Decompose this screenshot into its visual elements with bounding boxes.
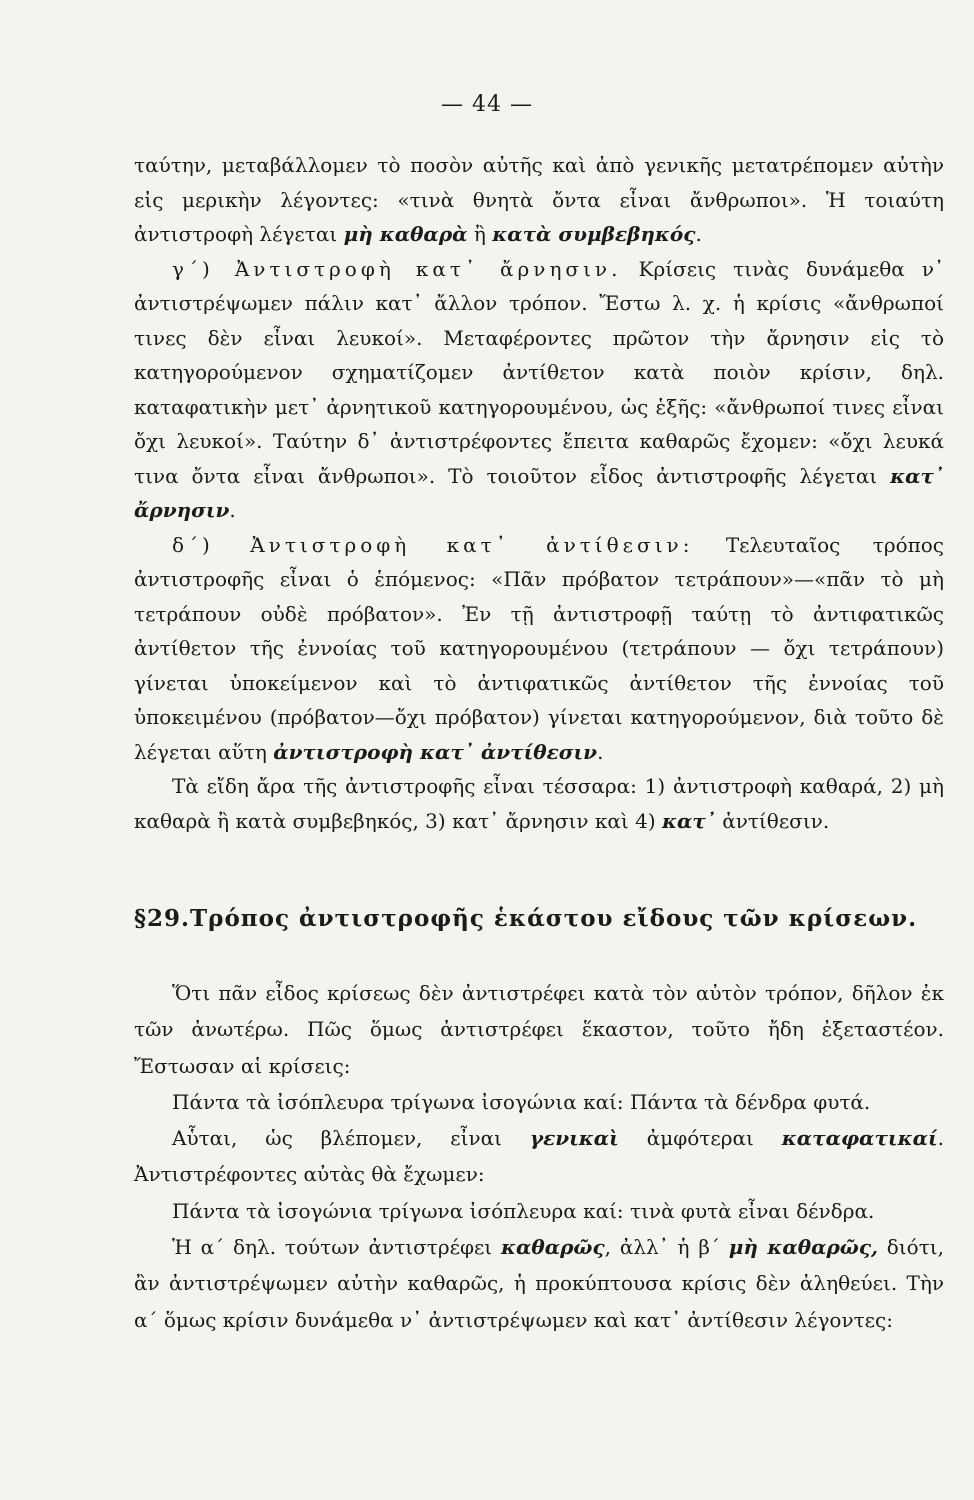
term-impure: μὴ καθαρὰ bbox=[343, 222, 468, 246]
text-span: ταύτην, μεταβάλλομεν τὸ ποσὸν αὐτῆς καὶ ἀπὸ γενικῆς μετατρέπομεν αὐτὴν εἰς μερικὴν λέγοντες: «τινὰ θνητὰ ὄντα εἶναι ἄνθρωποι». Ἡ τοιαύτη ἀντιστροφὴ λέγεται bbox=[134, 153, 944, 246]
text-span: Κρίσεις τινὰς δυνάμεθα ν᾽ ἀντιστρέψωμεν πάλιν κατ᾽ ἄλλον τρόπον. Ἔστω λ. χ. ἡ κρίσις «ἄνθρωποί τινες δὲν εἶναι λευκοί». Μεταφέροντες πρῶτον τὴν ἄρνησιν εἰς τὸ κατηγορούμενον σχηματίζομεν ἀντίθετον κατὰ ποιὸν κρίσιν, δηλ. καταφατικὴν μετ᾽ ἀρνητικοῦ κατηγορουμένου, ὡς ἑξῆς: «ἄνθρωποί τινες εἶναι ὄχι λευκοί». Ταύτην δ᾽ ἀντιστρέφοντες ἔπειτα καθαρῶς ἔχομεν: «ὄχι λευκά τινα ὄντα εἶναι ἄνθρωποι». Τὸ τοιοῦτον εἶδος ἀντιστροφῆς λέγεται bbox=[134, 256, 945, 488]
text-span: . bbox=[597, 739, 604, 764]
section-title: Τρόπος ἀντιστροφῆς ἑκάστου εἴδους τῶν κρίσεων. bbox=[190, 905, 918, 932]
text-span: . bbox=[695, 222, 702, 246]
text-span: , ἀλλ᾽ ἡ β΄ bbox=[604, 1235, 729, 1260]
term-not-purely: μὴ καθαρῶς, bbox=[728, 1235, 878, 1260]
term-contraposition: ἀντιστροφὴ κατ᾽ ἀντίθεσιν bbox=[273, 739, 598, 764]
text-span: . bbox=[229, 498, 236, 522]
term-by-negation: κατ᾽ ἄρνησιν bbox=[134, 463, 944, 522]
subsection-label-c: γ΄) Ἀντιστροφὴ κατ᾽ ἄρνησιν. bbox=[172, 256, 622, 281]
text-span: Τὰ εἴδη ἄρα τῆς ἀντιστροφῆς εἶναι τέσσαρα: 1) ἀντιστροφὴ καθαρά, 2) μὴ καθαρὰ ἢ κατὰ συμβεβηκός, 3) κατ᾽ ἄρνησιν καὶ 4) bbox=[134, 774, 944, 833]
example-propositions: Πάντα τὰ ἰσόπλευρα τρίγωνα ἰσογώνια καί: Πάντα τὰ δένδρα φυτά. bbox=[172, 1089, 871, 1114]
text-span: ἀντίθεσιν. bbox=[715, 808, 830, 833]
term-purely: καθαρῶς bbox=[501, 1235, 605, 1260]
text-block-lower bbox=[134, 975, 944, 1338]
text-span: Ἡ α΄ δηλ. τούτων ἀντιστρέφει bbox=[172, 1235, 501, 1260]
text-span: . Ἀντιστρέφοντες αὐτὰς θὰ ἔχωμεν: bbox=[134, 1126, 945, 1187]
text-span: διότι, ἂν ἀντιστρέψωμεν αὐτὴν καθαρῶς, ἡ προκύπτουσα κρίσις δὲν ἀληθεύει. Τὴν α΄ ὅμως κρίσιν δυνάμεθα ν᾽ ἀντιστρέψωμεν καὶ κατ᾽ ἀντίθεσιν λέγοντες: bbox=[134, 1235, 944, 1332]
term-affirmative: καταφατικαί bbox=[781, 1126, 938, 1151]
text-block-upper bbox=[134, 148, 944, 838]
subsection-label-d: δ΄) Ἀντιστροφὴ κατ᾽ ἀντίθεσιν: bbox=[172, 532, 694, 557]
text-span: ἢ bbox=[467, 222, 493, 246]
term-kat: κατ᾽ bbox=[662, 808, 716, 833]
text-span: Αὗται, ὡς βλέπομεν, εἶναι bbox=[172, 1126, 530, 1151]
paragraph-intro: Ὅτι πᾶν εἶδος κρίσεως δὲν ἀντιστρέφει κατὰ τὸν αὐτὸν τρόπον, δῆλον ἐκ τῶν ἀνωτέρω. Πῶς ὅμως ἀντιστρέφει ἕκαστον, τοῦτο ἤδη ἐξεταστέον. Ἔστωσαν αἱ κρίσεις: bbox=[134, 981, 944, 1078]
text-span: Τελευταῖος τρόπος ἀντιστροφῆς εἶναι ὁ ἑπόμενος: «Πᾶν πρόβατον τετράπουν»—«πᾶν τὸ μὴ τετράπουν οὐδὲ πρόβατον». Ἐν τῇ ἀντιστροφῇ ταύτῃ τὸ ἀντιφατικῶς ἀντίθετον τῆς ἐννοίας τοῦ κατηγορουμένου (τετράπουν — ὄχι τετράπουν) γίνεται ὑποκείμενον καὶ τὸ ἀντιφατικῶς ἀντίθετον τῆς ἐννοίας τοῦ ὑποκειμένου (πρόβατον—ὄχι πρόβατον) γίνεται κατηγορούμενον, διὰ τοῦτο δὲ λέγεται αὕτη bbox=[134, 532, 945, 764]
section-heading bbox=[134, 905, 954, 932]
term-universal: γενικαὶ bbox=[529, 1126, 619, 1151]
paragraph-conversion-impure bbox=[134, 148, 944, 252]
section-number: §29. bbox=[134, 905, 191, 932]
paragraph-conversion-summary bbox=[134, 769, 944, 838]
paragraph-pure-impure bbox=[134, 1229, 944, 1338]
text-span: ἀμφότεραι bbox=[618, 1126, 782, 1151]
term-accidental: κατὰ συμβεβηκός bbox=[492, 222, 696, 246]
paragraph-conversion-negation bbox=[134, 252, 944, 528]
paragraph-universal-affirmative bbox=[134, 1120, 944, 1193]
paragraph-conversion-contraposition bbox=[134, 528, 944, 770]
example-converted: Πάντα τὰ ἰσογώνια τρίγωνα ἰσόπλευρα καί: τινὰ φυτὰ εἶναι δένδρα. bbox=[172, 1198, 875, 1223]
page-number: — 44 — bbox=[441, 92, 533, 117]
